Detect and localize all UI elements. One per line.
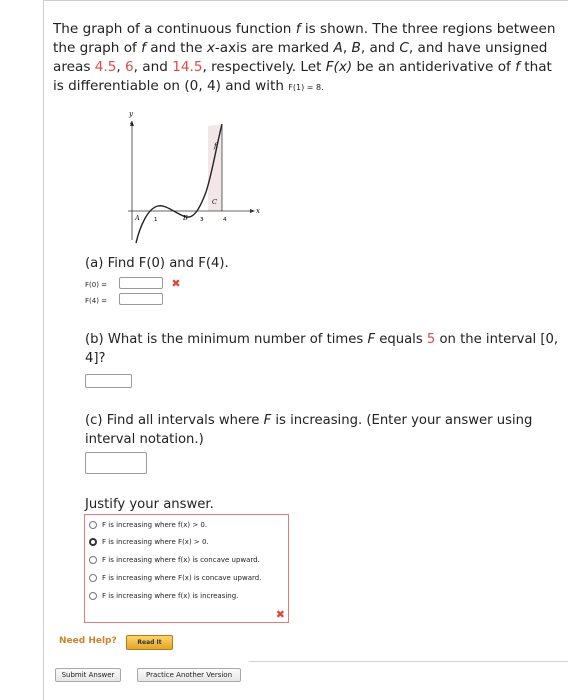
submit-answer-button[interactable]: Submit Answer [55,668,121,682]
part-c-question: (c) Find all intervals where F is increasing. (Enter your answer using interval notation.) [85,413,533,447]
read-it-button[interactable]: Read It [126,635,173,650]
region-a-label: A [135,214,140,222]
question-intro: The graph of a continuous function f is shown. The three regions between the graph of f and the x-axis are marked A, B, and C, and have unsigned areas 4.5, 6, and 14.5, respectively. Let F(x) be an antiderivative of f that is differentiable on (0, 4) and with F(1) = 8. [53,21,556,94]
y-axis-label: y [129,110,133,118]
choice-5[interactable]: F is increasing where f(x) is increasing. [89,589,238,602]
choice-5-radio[interactable] [89,592,97,600]
y-tick-label: 4 [130,121,134,127]
x-tick-3: 3 [200,217,204,223]
need-help-label: Need Help? [59,636,117,646]
x-tick-1: 1 [154,217,158,223]
choice-3-radio[interactable] [89,556,97,564]
f0-label: F(0) = [85,281,108,289]
f0-input[interactable] [119,277,163,289]
f4-input[interactable] [119,293,163,305]
f0-wrong-icon: ✖ [171,277,181,290]
choice-3[interactable]: F is increasing where f(x) is concave upward. [89,553,260,566]
choice-1-radio[interactable] [89,521,97,529]
choice-1[interactable]: F is increasing where f(x) > 0. [89,518,207,531]
justify-wrong-icon: ✖ [275,608,285,621]
x-axis-arrow [250,209,255,213]
choice-4[interactable]: F is increasing where F(x) is concave upward. [89,571,261,584]
f-label: f [214,142,217,150]
f4-label: F(4) = [85,297,108,305]
justify-choices [84,514,289,623]
choice-4-radio[interactable] [89,574,97,582]
x-axis-label: x [256,207,260,215]
region-c-label: C [212,198,217,206]
function-graph [110,108,260,248]
part-c-input[interactable] [85,452,147,474]
f4-row [85,290,163,311]
part-b-input[interactable] [85,374,132,388]
practice-another-version-button[interactable]: Practice Another Version [137,668,241,682]
choice-2-radio-selected[interactable] [89,538,97,546]
x-tick-4: 4 [223,217,227,223]
part-b-question: (b) What is the minimum number of times F equals 5 on the interval [0, 4]? [85,332,559,366]
justify-title: Justify your answer. [85,497,214,512]
condition-text: F(1) = 8. [288,83,324,92]
part-a-question: (a) Find F(0) and F(4). [85,256,229,271]
choice-2[interactable]: F is increasing where F(x) > 0. [89,535,209,548]
footer-divider [249,661,568,662]
region-b-label: B [183,214,188,222]
